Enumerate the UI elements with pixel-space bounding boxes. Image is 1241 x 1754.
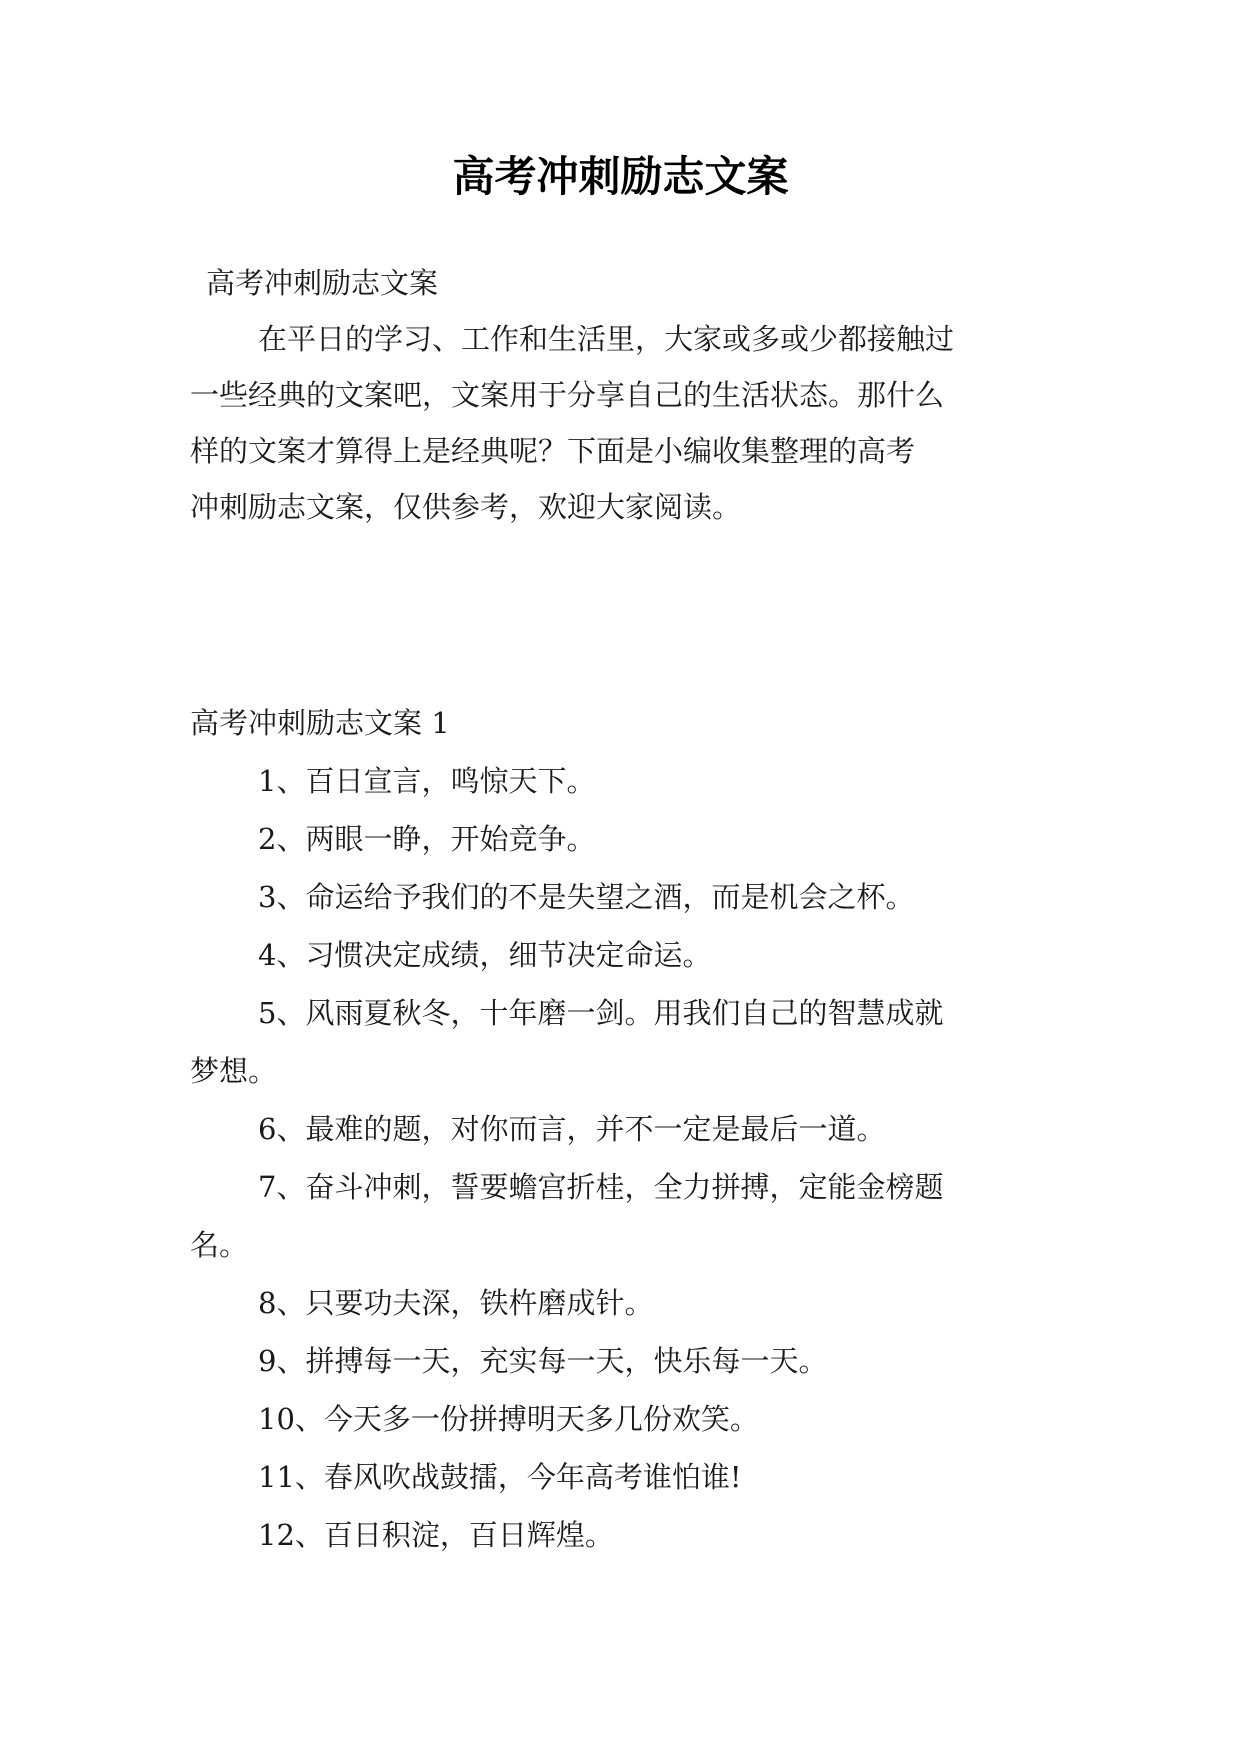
intro-line-2: 一些经典的文案吧，文案用于分享自己的生活状态。那什么 — [190, 378, 945, 412]
list-item-5-continued: 梦想。 — [190, 1054, 278, 1088]
list-item-8: 8、只要功夫深，铁杵磨成针。 — [258, 1286, 654, 1320]
list-item-5: 5、风雨夏秋冬，十年磨一剑。用我们自己的智慧成就 — [258, 996, 944, 1030]
list-item-10: 10、今天多一份拼搏明天多几份欢笑。 — [258, 1402, 759, 1436]
list-item-7-continued: 名。 — [190, 1228, 249, 1262]
document-subtitle: 高考冲刺励志文案 — [206, 266, 439, 300]
list-item-2: 2、两眼一睁，开始竞争。 — [258, 822, 596, 856]
list-item-9: 9、拼搏每一天，充实每一天，快乐每一天。 — [258, 1344, 828, 1378]
section-heading: 高考冲刺励志文案 1 — [190, 706, 450, 740]
list-item-7: 7、奋斗冲刺，誓要蟾宫折桂，全力拼搏，定能金榜题 — [258, 1170, 944, 1204]
list-item-1: 1、百日宣言，鸣惊天下。 — [258, 764, 596, 798]
list-item-11: 11、春风吹战鼓擂，今年高考谁怕谁! — [258, 1460, 742, 1494]
list-item-3: 3、命运给予我们的不是失望之酒，而是机会之杯。 — [258, 880, 915, 914]
list-item-4: 4、习惯决定成绩，细节决定命运。 — [258, 938, 712, 972]
intro-line-1: 在平日的学习、工作和生活里，大家或多或少都接触过 — [258, 322, 955, 356]
document-title: 高考冲刺励志文案 — [452, 152, 789, 201]
list-item-6: 6、最难的题，对你而言，并不一定是最后一道。 — [258, 1112, 886, 1146]
intro-line-4: 冲刺励志文案，仅供参考，欢迎大家阅读。 — [190, 490, 742, 524]
intro-line-3: 样的文案才算得上是经典呢？下面是小编收集整理的高考 — [190, 434, 916, 468]
list-item-12: 12、百日积淀，百日辉煌。 — [258, 1518, 614, 1552]
